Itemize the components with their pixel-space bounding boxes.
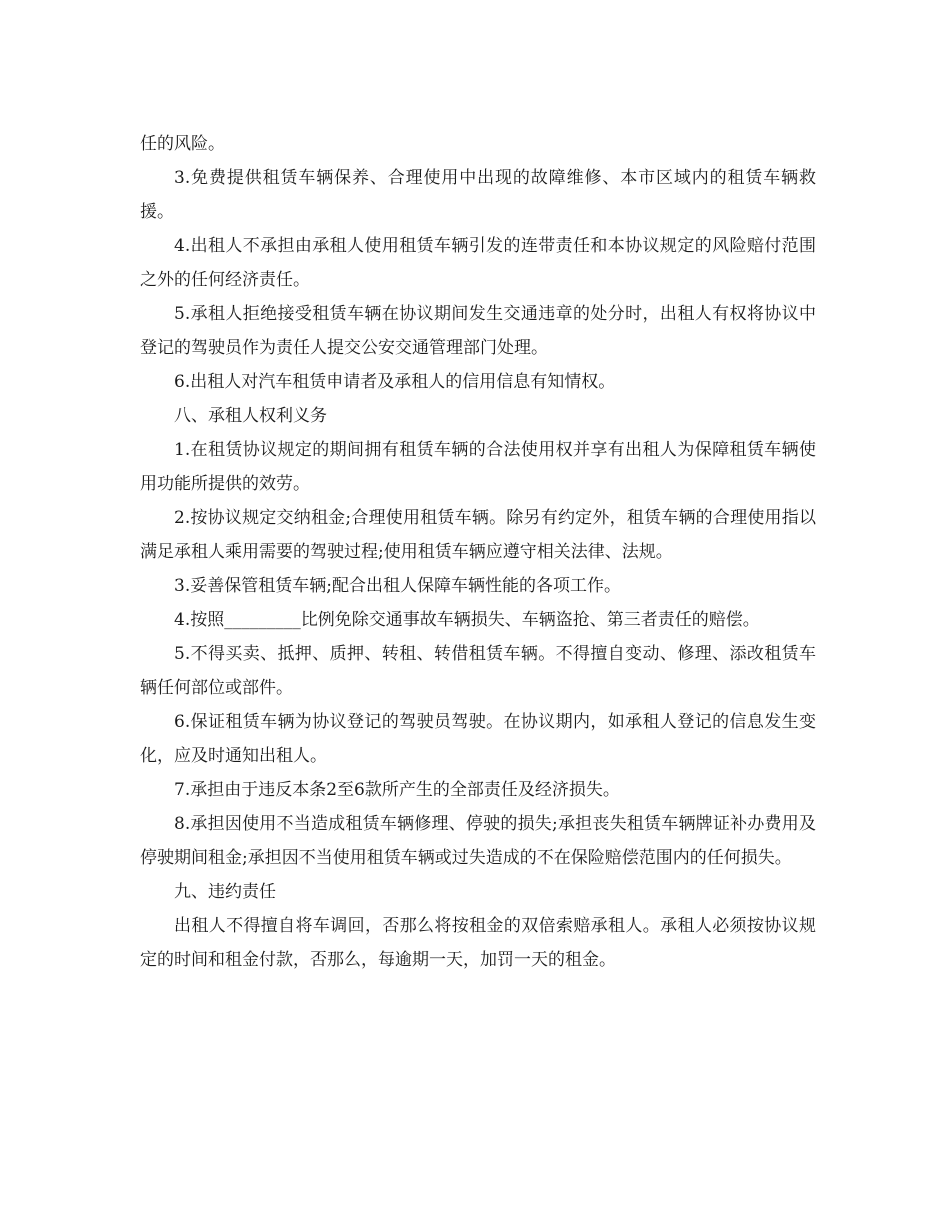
paragraph-clause-7-3: 3.免费提供租赁车辆保养、合理使用中出现的故障维修、本市区域内的租赁车辆救援。: [140, 168, 816, 222]
paragraph-continuation: 任的风险。: [140, 134, 225, 154]
section-heading-9: 九、违约责任: [174, 882, 276, 902]
paragraph-clause-8-8: 8.承担因使用不当造成租赁车辆修理、停驶的损失;承担丧失租赁车辆牌证补办费用及停驶期间租金;承担因不当使用租赁车辆或过失造成的不在保险赔偿范围内的任何损失。: [140, 814, 816, 868]
paragraph-clause-7-5: 5.承租人拒绝接受租赁车辆在协议期间发生交通违章的处分时，出租人有权将协议中登记的驾驶员作为责任人提交公安交通管理部门处理。: [140, 304, 816, 358]
paragraph-clause-8-1: 1.在租赁协议规定的期间拥有租赁车辆的合法使用权并享有出租人为保障租赁车辆使用功能所提供的效劳。: [140, 440, 816, 494]
paragraph-clause-7-6: 6.出租人对汽车租赁申请者及承租人的信用信息有知情权。: [174, 372, 616, 392]
paragraph-clause-7-4: 4.出租人不承担由承租人使用租赁车辆引发的连带责任和本协议规定的风险赔付范围之外的任何经济责任。: [140, 236, 816, 290]
paragraph-clause-8-7: 7.承担由于违反本条2至6款所产生的全部责任及经济损失。: [174, 780, 620, 800]
document-body: [140, 127, 816, 977]
paragraph-clause-8-6: 6.保证租赁车辆为协议登记的驾驶员驾驶。在协议期内，如承租人登记的信息发生变化，应及时通知出租人。: [140, 712, 816, 766]
paragraph-clause-8-3: 3.妥善保管租赁车辆;配合出租人保障车辆性能的各项工作。: [174, 576, 621, 596]
paragraph-breach-liability: 出租人不得擅自将车调回，否那么将按租金的双倍索赔承租人。承租人必须按协议规定的时间和租金付款，否那么，每逾期一天，加罚一天的租金。: [140, 916, 816, 970]
paragraph-clause-8-4: 4.按照_________比例免除交通事故车辆损失、车辆盗抢、第三者责任的赔偿。: [174, 610, 760, 630]
section-heading-8: 八、承租人权利义务: [174, 406, 327, 426]
paragraph-clause-8-2: 2.按协议规定交纳租金;合理使用租赁车辆。除另有约定外，租赁车辆的合理使用指以满足承租人乘用需要的驾驶过程;使用租赁车辆应遵守相关法律、法规。: [140, 508, 816, 562]
paragraph-clause-8-5: 5.不得买卖、抵押、质押、转租、转借租赁车辆。不得擅自变动、修理、添改租赁车辆任何部位或部件。: [140, 644, 816, 698]
